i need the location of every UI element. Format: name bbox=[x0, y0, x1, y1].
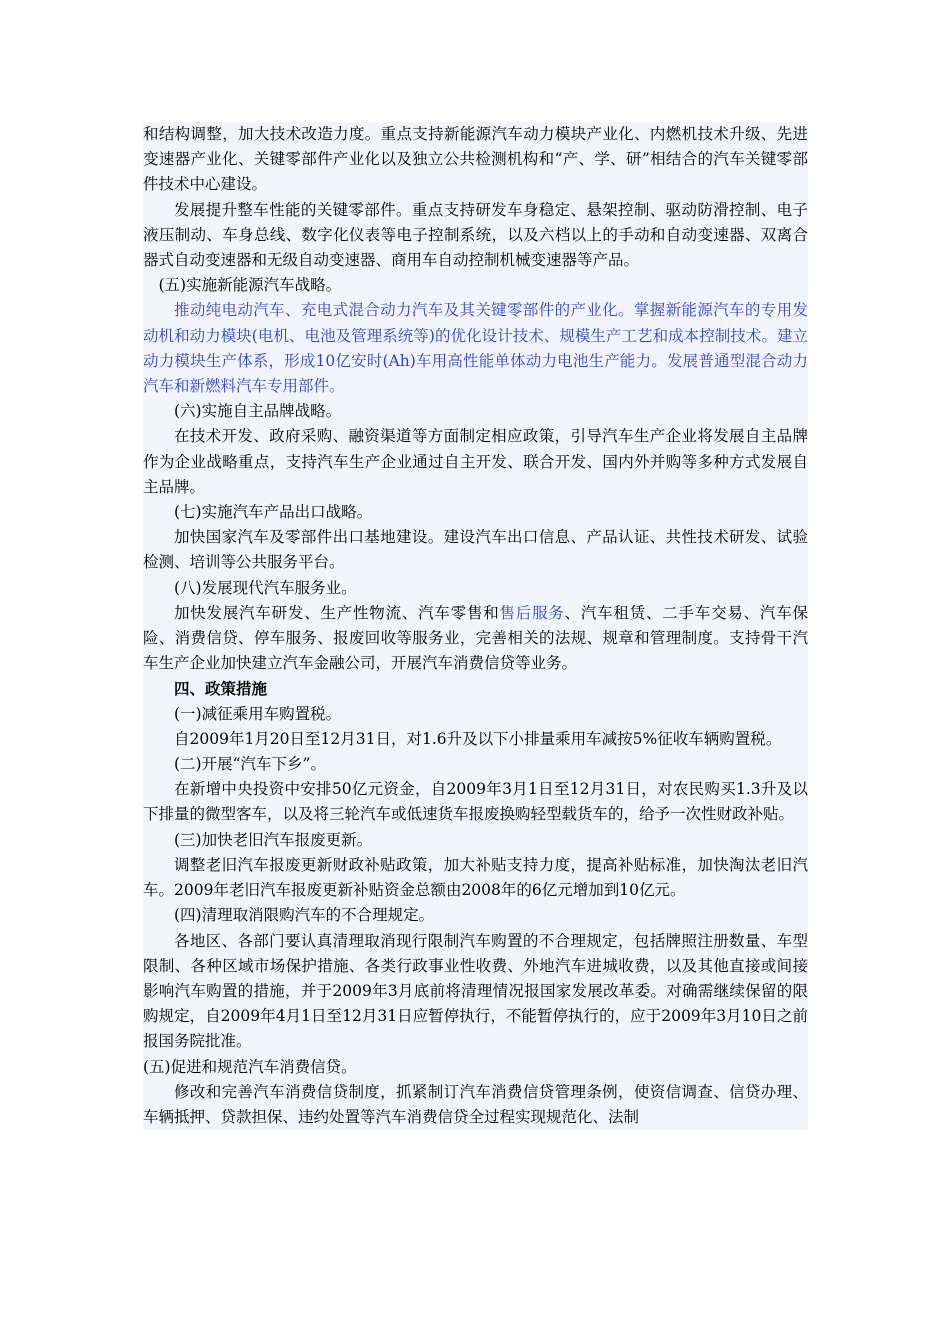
paragraph-2: 发展提升整车性能的关键零部件。重点支持研发车身稳定、悬架控制、驱动防滑控制、电子液压制动、车身总线、数字化仪表等电子控制系统，以及六档以上的手动和自动变速器、双离合器式自动变速器和无级自动变速器、商用车自动控制机械变速器等产品。 bbox=[143, 200, 808, 270]
paragraph-export: 加快国家汽车及零部件出口基地建设。建设汽车出口信息、产品认证、共性技术研发、试验检测、培训等公共服务平台。 bbox=[143, 528, 808, 572]
paragraph-services bbox=[143, 601, 808, 677]
policy-heading-5: (五)促进和规范汽车消费信贷。 bbox=[143, 1057, 357, 1076]
policy-heading-1: (一)减征乘用车购置税。 bbox=[174, 704, 342, 723]
document-body bbox=[143, 122, 808, 1130]
section-heading-7: (七)实施汽车产品出口战略。 bbox=[174, 503, 373, 522]
paragraph-own-brand: 在技术开发、政府采购、融资渠道等方面制定相应政策，引导汽车生产企业将发展自主品牌作为企业战略重点，支持汽车生产企业通过自主开发、联合开发、国内外并购等多种方式发展自主品牌。 bbox=[143, 427, 808, 496]
paragraph-new-energy: 推动纯电动汽车、充电式混合动力汽车及其关键零部件的产业化。掌握新能源汽车的专用发动机和动力模块(电机、电池及管理系统等)的优化设计技术、规模生产工艺和成本控制技术。建立动力模块生产体系，形成10亿安时(Ah)车用高性能单体动力电池生产能力。发展普通型混合动力汽车和新燃料汽车专用部件。 bbox=[143, 301, 808, 396]
after-sales-link[interactable]: 售后服务 bbox=[499, 603, 565, 622]
section-heading-5: (五)实施新能源汽车战略。 bbox=[158, 276, 342, 295]
policy-heading-4: (四)清理取消限购汽车的不合理规定。 bbox=[174, 906, 435, 925]
paragraph-purchase-tax: 自2009年1月20日至12月31日，对1.6升及以下小排量乘用车减按5%征收车辆购置税。 bbox=[174, 729, 782, 748]
section-heading-6: (六)实施自主品牌战略。 bbox=[174, 402, 342, 421]
paragraph-purchase-limits: 各地区、各部门要认真清理取消现行限制汽车购置的不合理规定，包括牌照注册数量、车型限制、各种区域市场保护措施、各类行政事业性收费、外地汽车进城收费，以及其他直接或间接影响汽车购置的措施，并于2009年3月底前将清理情况报国家发展改革委。对确需继续保留的限购规定，自2009年4月1日至12月31日应暂停执行，不能暂停执行的，应于2009年3月10日之前报国务院批准。 bbox=[143, 931, 808, 1051]
document-page bbox=[143, 122, 808, 1130]
paragraph-services-after: 、汽车租赁、二手车交易、汽车保险、消费信贷、停车服务、报废回收等服务业，完善相关的法规、规章和管理制度。支持骨干汽车生产企业加快建立汽车金融公司，开展汽车消费信贷等业务。 bbox=[143, 603, 808, 673]
section-heading-8: (八)发展现代汽车服务业。 bbox=[174, 578, 357, 597]
paragraph-consumer-credit: 修改和完善汽车消费信贷制度，抓紧制订汽车消费信贷管理条例，使资信调查、信贷办理、车辆抵押、贷款担保、违约处置等汽车消费信贷全过程实现规范化、法制 bbox=[143, 1082, 808, 1126]
policy-heading-3: (三)加快老旧汽车报废更新。 bbox=[174, 830, 373, 849]
paragraph-1: 和结构调整，加大技术改造力度。重点支持新能源汽车动力模块产业化、内燃机技术升级、先进变速器产业化、关键零部件产业化以及独立公共检测机构和“产、学、研”相结合的汽车关键零部件技术中心建设。 bbox=[143, 125, 808, 194]
paragraph-scrap-renewal: 调整老旧汽车报废更新财政补贴政策，加大补贴支持力度，提高补贴标准，加快淘汰老旧汽车。2009年老旧汽车报废更新补贴资金总额由2008年的6亿元增加到10亿元。 bbox=[143, 855, 808, 900]
paragraph-services-before: 加快发展汽车研发、生产性物流、汽车零售和 bbox=[174, 603, 500, 622]
paragraph-rural-cars: 在新增中央投资中安排50亿元资金，自2009年3月1日至12月31日，对农民购买1.3升及以下排量的微型客车，以及将三轮汽车或低速货车报废换购轻型载货车的，给予一次性财政补贴。 bbox=[143, 780, 808, 824]
policy-heading-2: (二)开展“汽车下乡”。 bbox=[174, 755, 326, 774]
chapter-heading-policy: 四、政策措施 bbox=[174, 679, 268, 699]
